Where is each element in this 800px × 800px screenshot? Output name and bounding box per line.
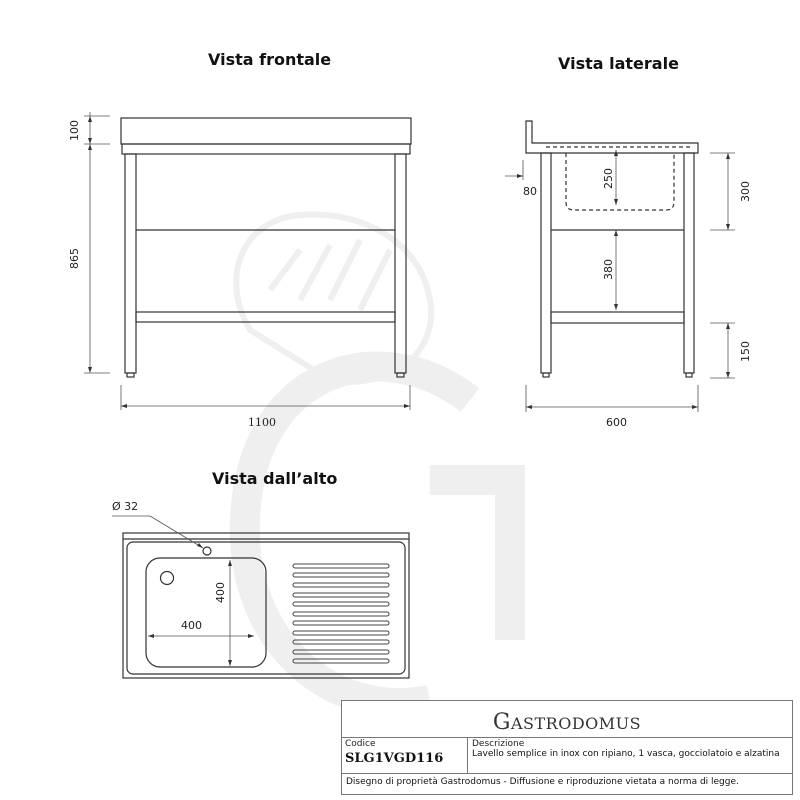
brand-logo: GASTRODOMUS (492, 710, 642, 735)
dim-top-basin-length: 400 (214, 582, 227, 603)
dim-side-backsplash: 80 (523, 185, 537, 198)
title-block (341, 700, 793, 795)
dim-front-body-height: 865 (68, 248, 81, 269)
top-view-title: Vista dall’alto (212, 469, 338, 488)
dim-top-basin-width: 400 (181, 619, 202, 632)
side-view-title: Vista laterale (558, 54, 679, 73)
side-view-drawing (526, 121, 698, 377)
dim-side-width: 600 (606, 416, 627, 429)
code-label: Codice (345, 739, 376, 749)
dim-top-tap-hole: Ø 32 (112, 500, 139, 513)
dim-side-basin-depth: 250 (602, 168, 615, 189)
dim-front-width: 1100 (248, 416, 276, 429)
description-cell (468, 738, 792, 773)
dim-side-top-frame: 300 (739, 181, 752, 202)
code-cell (342, 738, 468, 773)
drain-hole-icon (161, 572, 174, 585)
dim-side-shelf-gap: 380 (602, 259, 615, 280)
side-view-dimensions (505, 150, 735, 412)
watermark-logo (236, 214, 510, 703)
description-label: Descrizione (472, 739, 525, 749)
front-view-title: Vista frontale (208, 50, 332, 69)
brand-row (342, 701, 792, 738)
copyright-notice: Disegno di proprietà Gastrodomus - Diffusione e riproduzione vietata a norma di legge. (346, 777, 739, 787)
tap-hole-icon (203, 547, 211, 555)
dim-front-top-height: 100 (68, 120, 81, 141)
dim-side-shelf-height: 150 (739, 341, 752, 362)
drainer-grooves (293, 564, 389, 663)
code-value: SLG1VGD116 (345, 751, 444, 766)
description-value: Lavello semplice in inox con ripiano, 1 vasca, gocciolatoio e alzatina (472, 749, 780, 759)
